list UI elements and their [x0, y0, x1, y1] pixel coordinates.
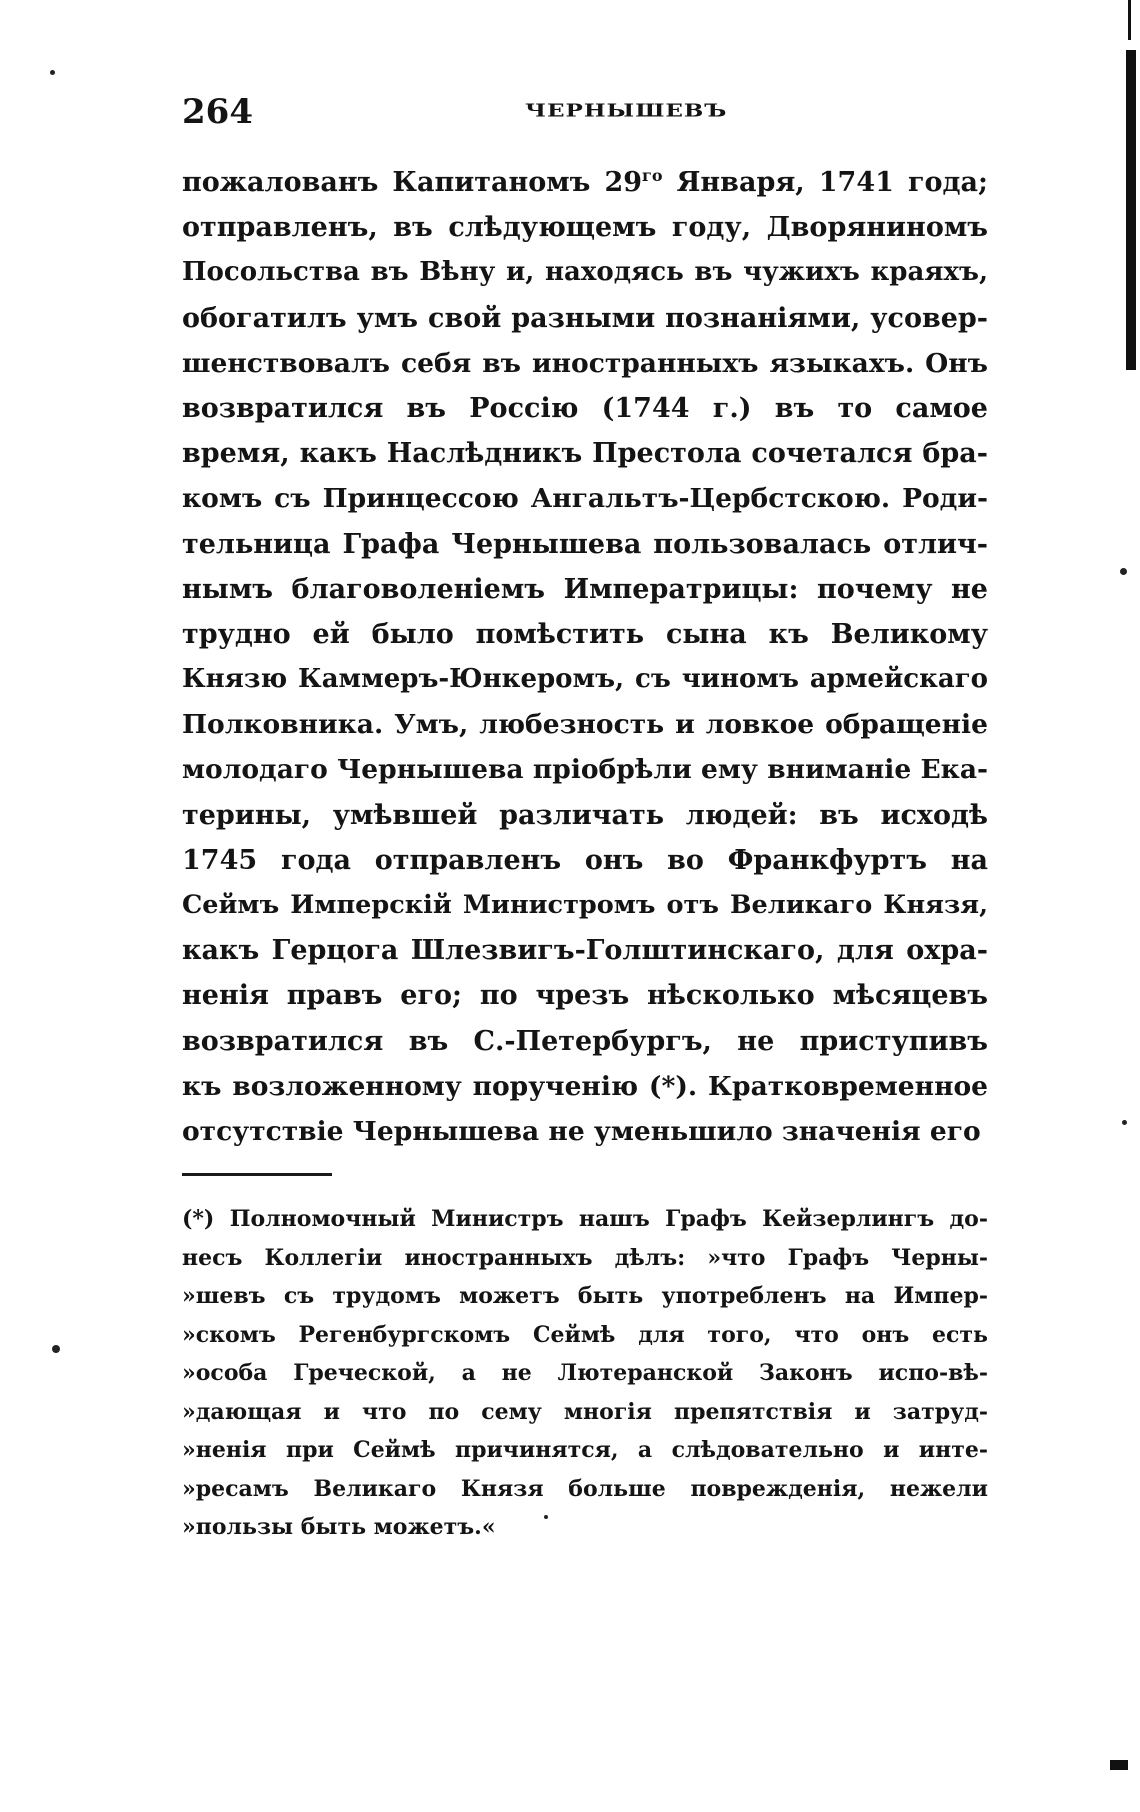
- body-line: Посольства въ Вѣну и, находясь въ чужихъ краяхъ,: [182, 257, 988, 288]
- footnote-line: несъ Коллегіи иностранныхъ дѣлъ: »что Графъ Черны-: [182, 1244, 988, 1271]
- footnote-line: »дающая и что по сему многія препятствія и затруд-: [182, 1398, 988, 1425]
- footnote: [182, 1200, 988, 1547]
- footnote-line: »пользы быть можетъ.«: [182, 1514, 496, 1540]
- body-line: обогатилъ умъ свой разными познаніями, усовер-: [182, 302, 988, 334]
- body-line: терины, умѣвшей различать людей: въ исходѣ: [182, 799, 988, 831]
- body-line: Полковника. Умъ, любезность и ловкое обращеніе: [182, 709, 988, 741]
- body-line: ненія правъ его; по чрезъ нѣсколько мѣсяцевъ: [182, 980, 988, 1012]
- footnote-line: »особа Греческой, а не Лютеранской Законъ испо-вѣ-: [182, 1360, 988, 1386]
- scan-speck: [1120, 568, 1127, 575]
- page-number: 264: [182, 92, 253, 132]
- body-line: возвратился въ Россію (1744 г.) въ то самое: [182, 392, 988, 424]
- scan-speck: [52, 1345, 60, 1353]
- scan-speck: [1122, 1120, 1127, 1125]
- body-line-start: пожалованъ Капитаномъ 29: [182, 167, 643, 198]
- scan-speck: [544, 1515, 548, 1519]
- footnote-line: »ненія при Сеймѣ причинятся, а слѣдовательно и инте-: [182, 1437, 988, 1463]
- body-line: отсутствіе Чернышева не уменьшило значенія его: [182, 1115, 981, 1147]
- footnote-line: »скомъ Регенбургскомъ Сеймѣ для того, что онъ есть: [182, 1321, 988, 1348]
- scan-speck: [50, 70, 55, 75]
- body-line: 1745 года отправленъ онъ во Франкфуртъ на: [182, 844, 988, 876]
- body-line: Князю Каммеръ-Юнкеромъ, съ чиномъ армейскаго: [182, 664, 988, 695]
- footnote-rule: [182, 1173, 332, 1176]
- ordinal-superscript: го: [642, 166, 663, 185]
- running-head: ЧЕРНЫШЕВЪ: [525, 100, 728, 122]
- body-line: тельница Графа Чернышева пользовалась отлич-: [182, 528, 988, 560]
- body-line: молодаго Чернышева пріобрѣли ему вниманіе Ека-: [182, 754, 988, 786]
- footnote-line: »шевъ съ трудомъ можетъ быть употребленъ на Импер-: [182, 1283, 988, 1309]
- body-line: возвратился въ С.-Петербургъ, не приступивъ: [182, 1025, 988, 1057]
- scan-edge-mark: [1126, 50, 1136, 370]
- body-line: Сеймъ Имперскій Министромъ отъ Великаго Князя,: [182, 890, 988, 920]
- body-line: какъ Герцога Шлезвигъ-Голштинскаго, для охра-: [182, 935, 988, 967]
- body-line: шенствовалъ себя въ иностранныхъ языкахъ. Онъ: [182, 347, 988, 379]
- body-text: [182, 160, 988, 1154]
- body-line: трудно ей было помѣстить сына къ Великому: [182, 618, 988, 650]
- body-line: комъ съ Принцессою Ангальтъ-Цербстскою. Роди-: [182, 483, 988, 515]
- body-line-end: Января, 1741 года;: [662, 167, 988, 198]
- body-line: нымъ благоволеніемъ Императрицы: почему не: [182, 573, 988, 605]
- scan-edge-mark: [1110, 1760, 1128, 1770]
- body-line: время, какъ Наслѣдникъ Престола сочетался бра-: [182, 438, 988, 470]
- body-line: [182, 160, 988, 205]
- footnote-line: »ресамъ Великаго Князя больше поврежденія, нежели: [182, 1475, 988, 1502]
- scan-edge-mark: [1128, 0, 1131, 40]
- body-line: къ возложенному порученію (*). Кратковременное: [182, 1070, 988, 1102]
- body-line: отправленъ, въ слѣдующемъ году, Дворяниномъ: [182, 212, 988, 244]
- footnote-line: (*) Полномочный Министръ нашъ Графъ Кейзерлингъ до-: [182, 1206, 988, 1232]
